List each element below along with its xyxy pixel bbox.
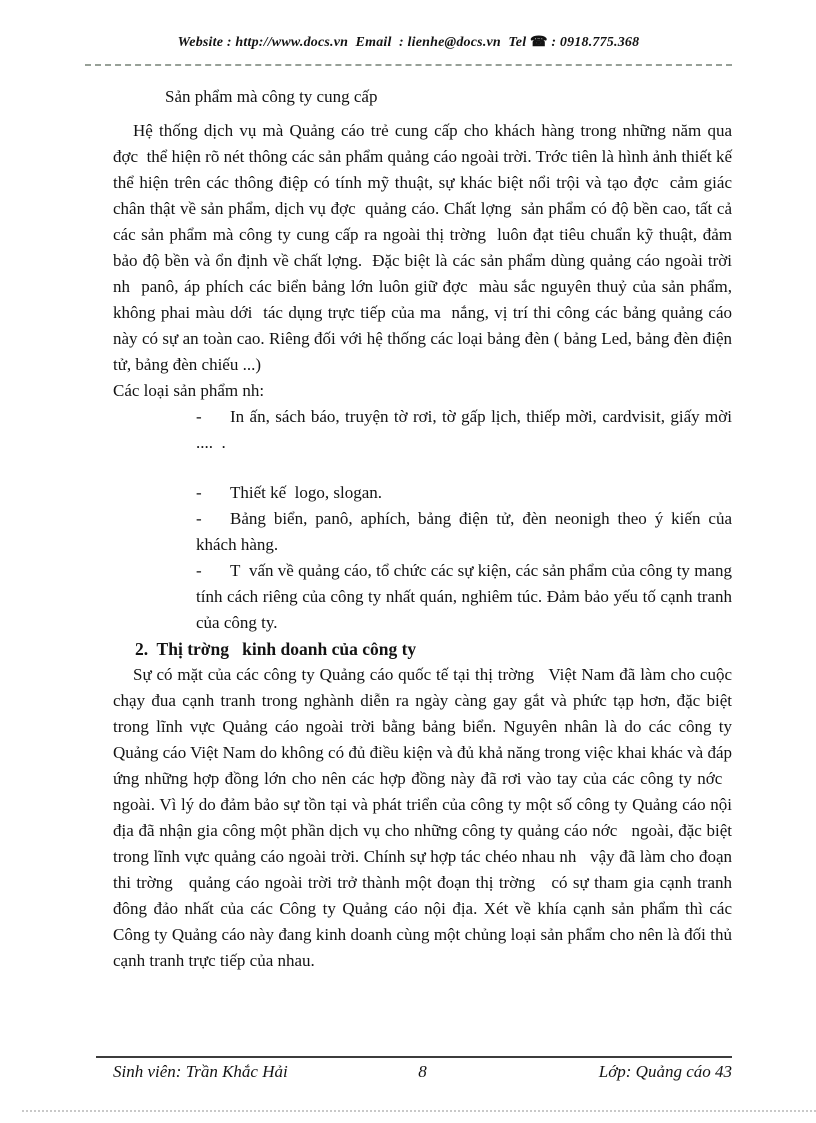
header-contact-text: Website : http://www.docs.vn Email : lienhe@docs.vn Tel xyxy=(177,35,530,50)
footer-student-name: Sinh viên: Trần Khắc Hải xyxy=(113,1062,288,1081)
list-intro: Các loại sản phẩm nh: xyxy=(113,381,265,400)
paragraph: Sự có mặt của các công ty Quảng cáo quốc tế tại thị trờng Việt Nam đã làm cho cuộc chạy đua cạnh tranh trong nghành diễn ra ngày càng gay gắt và phức tạp hơn, đặc biệt trong lĩnh vực Quảng cáo ngoài trời bằng bảng biển. Nguyên nhân là do các công ty Quảng cáo Việt Nam do không có đủ điều kiện và đủ khả năng trong việc khai khác và đáp ứng những hợp đồng lớn cho nên các hợp đồng này đã rơi vào tay của các công ty nớc ngoài. Vì lý do đảm bảo sự tồn tại và phát triển của công ty một số công ty Quảng cáo nội địa đã nhận gia công một phần dịch vụ cho những công ty quảng cáo nớc ngoài, đặc biệt trong lĩnh vực quảng cáo ngoài trời. Chính sự hợp tác chéo nhau nh vậy đã làm cho đoạn thi trờng quảng cáo ngoài trời trở thành một đoạn thị trờng có sự tham gia cạnh tranh đông đảo nhất của các Công ty Quảng cáo nội địa. Xét về khía cạnh sản phẩm thì các Công ty Quảng cáo này đang kinh doanh cùng một chủng loại sản phẩm cho nên là đối thủ cạnh tranh trực tiếp của nhau. xyxy=(113,665,732,970)
list-item xyxy=(196,404,732,456)
page-number: 8 xyxy=(418,1062,427,1081)
header-phone-number: : 0918.775.368 xyxy=(547,35,640,50)
telephone-icon: ☎ xyxy=(530,35,548,50)
paragraph: Hệ thống dịch vụ mà Quảng cáo trẻ cung cấp cho khách hàng trong những năm qua đợc thể hiện rõ nét thông các sản phẩm quảng cáo ngoài trời. Trớc tiên là hình ảnh thiết kế thể hiện trên các thông điệp có tính mỹ thuật, sự khác biệt nổi trội và tạo đợc cảm giác chân thật về sản phẩm, dịch vụ đợc quảng cáo. Chất lợng sản phẩm có độ bền cao, tất cả các sản phẩm mà công ty cung cấp ra ngoài thị trờng luôn đạt tiêu chuẩn kỹ thuật, đảm bảo độ bền và ổn định về chất lợng. Đặc biệt là các sản phẩm dùng quảng cáo ngoài trời nh panô, áp phích các biển bảng lớn luôn giữ đợc màu sắc nguyên thuỷ của sản phẩm, không phai màu dới tác dụng trực tiếp của ma nắng, vị trí thi công các bảng quảng cáo này có sự an toàn cao. Riêng đối với hệ thống các loại bảng đèn ( bảng Led, bảng đèn điện tử, bảng đèn chiếu ...) xyxy=(113,121,732,374)
footer-divider-line xyxy=(96,1056,732,1058)
list-item-text: Thiết kế logo, slogan. xyxy=(230,483,383,502)
page-footer xyxy=(96,1062,732,1082)
bottom-dotted-line xyxy=(22,1110,816,1112)
section-heading: 2. Thị trờng kinh doanh của công ty xyxy=(135,639,417,659)
footer-class-name: Lớp: Quảng cáo 43 xyxy=(598,1062,732,1081)
list-item xyxy=(196,558,732,636)
bullet-dash: - xyxy=(196,561,202,580)
bullet-dash: - xyxy=(196,483,202,502)
list-item xyxy=(196,480,732,506)
list-item-text: In ấn, sách báo, truyện tờ rơi, tờ gấp lịch, thiếp mời, cardvisit, giấy mời .... . xyxy=(196,407,732,452)
page-header xyxy=(85,34,732,51)
list-item-text: T vấn về quảng cáo, tổ chức các sự kiện, các sản phẩm của công ty mang tính cách riêng của công ty nhất quán, nghiêm túc. Đảm bảo yếu tố cạnh tranh của công ty. xyxy=(196,561,732,632)
bullet-dash: - xyxy=(196,407,202,426)
header-divider-line xyxy=(85,64,732,66)
list-item xyxy=(196,506,732,558)
bullet-dash: - xyxy=(196,509,202,528)
intro-line: Sản phẩm mà công ty cung cấp xyxy=(165,87,378,106)
list-item-text: Bảng biển, panô, aphích, bảng điện tử, đèn neonigh theo ý kiến của khách hàng. xyxy=(196,509,732,554)
document-body xyxy=(113,84,732,974)
